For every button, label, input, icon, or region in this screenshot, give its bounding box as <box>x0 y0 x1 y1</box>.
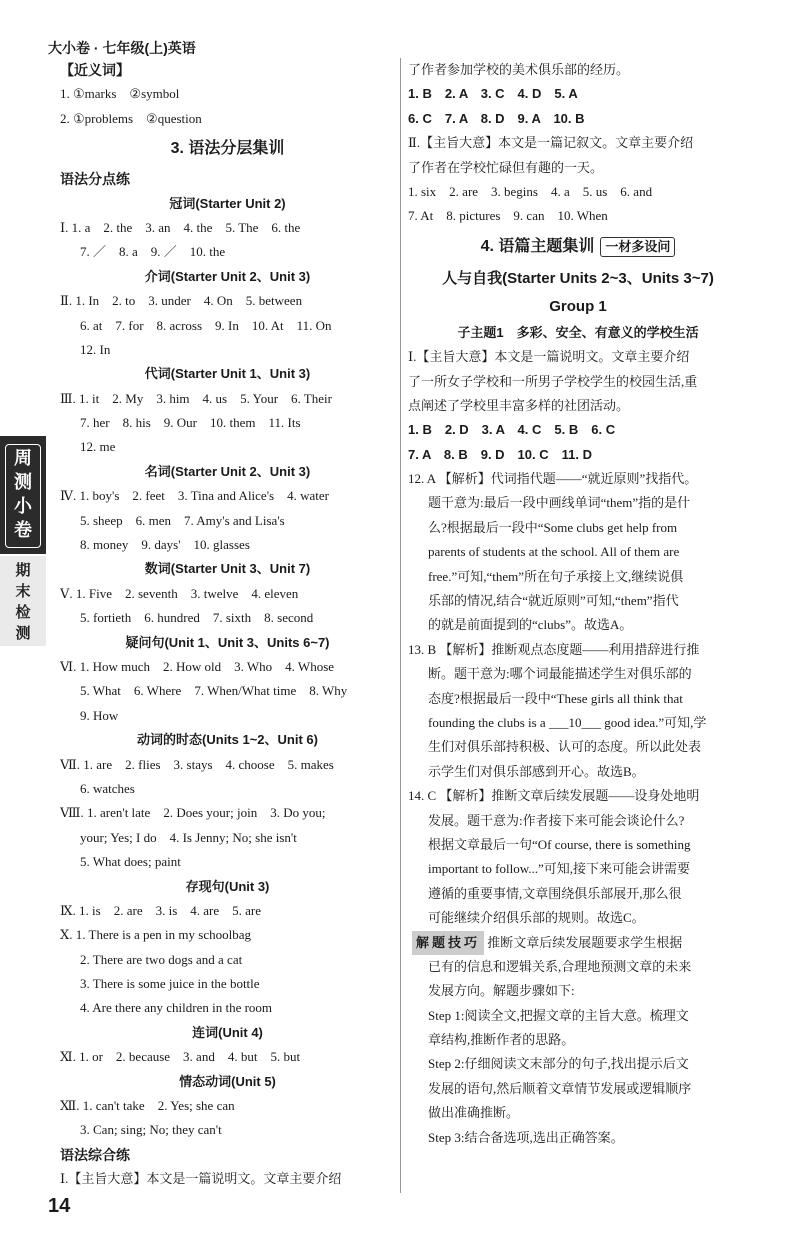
right-line: 章结构,推断作者的思路。 <box>428 1032 575 1048</box>
section-badge: 一材多设问 <box>600 237 675 257</box>
right-line: 题干意为:最后一段中画线单词“them”指的是什 <box>428 495 691 511</box>
left-line: 语法分点练 <box>60 171 130 188</box>
right-line: 的就是前面提到的“clubs”。故选A。 <box>428 617 633 633</box>
right-line: 6. C 7. A 8. D 9. A 10. B <box>408 110 585 126</box>
left-line: 冠词(Starter Unit 2) <box>169 195 286 211</box>
right-line: 人与自我(Starter Units 2~3、Units 3~7) <box>442 269 714 287</box>
left-line: Ⅱ. 1. In 2. to 3. under 4. On 5. between <box>60 293 303 309</box>
left-line: 8. money 9. days' 10. glasses <box>80 537 250 553</box>
right-line: 了一所女子学校和一所男子学校学生的校园生活,重 <box>408 373 698 389</box>
side-tab-weekly-test-label: 周 测 小 卷 <box>5 444 41 548</box>
right-line <box>408 931 748 955</box>
left-line: 2. There are two dogs and a cat <box>80 951 243 967</box>
running-header: 大小卷 · 七年级(上)英语 <box>48 40 196 56</box>
right-line: 遵循的重要事情,文章围绕俱乐部展开,那么很 <box>428 885 682 901</box>
left-line: 6. watches <box>80 780 135 796</box>
left-line: 6. at 7. for 8. across 9. In 10. At 11. On <box>80 317 332 333</box>
right-line: Group 1 <box>549 297 607 315</box>
side-tab-final-exam[interactable]: 期 末 检 测 <box>0 556 46 646</box>
left-line: Ⅳ. 1. boy's 2. feet 3. Tina and Alice's 4. water <box>60 488 329 504</box>
left-line: 【近义词】 <box>60 62 130 78</box>
solving-tip-text: 推断文章后续发展题要求学生根据 <box>484 934 683 950</box>
left-line: 2. ①problems ②question <box>60 110 202 126</box>
left-line: Ⅸ. 1. is 2. are 3. is 4. are 5. are <box>60 902 261 918</box>
left-line: 1. ①marks ②symbol <box>60 86 180 102</box>
side-tab-weekly-test[interactable] <box>0 436 46 554</box>
left-line: 5. What does; paint <box>80 854 181 870</box>
right-line: 断。题干意为:哪个词最能描述学生对俱乐部的 <box>428 666 692 682</box>
left-line: 语法综合练 <box>60 1146 130 1163</box>
right-line: 么?根据最后一段中“Some clubs get help from <box>428 519 678 535</box>
left-line: Ⅶ. 1. are 2. flies 3. stays 4. choose 5. makes <box>60 756 334 772</box>
left-line: 5. What 6. Where 7. When/What time 8. Why <box>80 683 348 699</box>
right-line: Ⅰ.【主旨大意】本文是一篇说明文。文章主要介绍 <box>408 349 690 365</box>
left-line: Ⅷ. 1. aren't late 2. Does your; join 3. Do you; <box>60 805 326 821</box>
left-line: Ⅰ.【主旨大意】本文是一篇说明文。文章主要介绍 <box>60 1171 342 1187</box>
left-line: 疑问句(Unit 1、Unit 3、Units 6~7) <box>125 634 330 650</box>
right-line: 做出准确推断。 <box>428 1105 520 1121</box>
left-line: 9. How <box>80 707 119 723</box>
right-line: 了作者参加学校的美术俱乐部的经历。 <box>408 62 630 77</box>
right-line: 已有的信息和逻辑关系,合理地预测文章的未来 <box>428 958 692 974</box>
right-line: 发展方向。解题步骤如下: <box>428 983 575 999</box>
right-line: 示学生们对俱乐部感到开心。故选B。 <box>428 763 645 779</box>
right-line: 1. six 2. are 3. begins 4. a 5. us 6. and <box>408 183 653 199</box>
right-line: important to follow...”可知,接下来可能会讲需要 <box>428 861 691 877</box>
right-line: Ⅱ.【主旨大意】本文是一篇记叙文。文章主要介绍 <box>408 135 694 151</box>
right-line: 根据文章最后一句“Of course, there is something <box>428 836 691 852</box>
left-line: your; Yes; I do 4. Is Jenny; No; she isn't <box>80 829 297 845</box>
left-column <box>60 58 395 1192</box>
section-title: 4. 语篇主题集训 <box>480 237 595 255</box>
right-line: 1. B 2. D 3. A 4. C 5. B 6. C <box>408 422 616 438</box>
right-line: 7. A 8. B 9. D 10. C 11. D <box>408 446 592 462</box>
left-line: 数词(Starter Unit 3、Unit 7) <box>144 561 311 577</box>
right-line: 14. C 【解析】推断文章后续发展题——设身处地明 <box>408 788 700 804</box>
left-line: 情态动词(Unit 5) <box>179 1073 276 1089</box>
right-line: Step 1:阅读全文,把握文章的主旨大意。梳理文 <box>428 1007 689 1023</box>
left-line: 代词(Starter Unit 1、Unit 3) <box>144 366 311 382</box>
right-line: 发展的语句,然后顺着文章情节发展或逻辑顺序 <box>428 1080 692 1096</box>
left-line: 12. In <box>80 341 111 357</box>
left-line: 动词的时态(Units 1~2、Unit 6) <box>137 732 318 748</box>
right-line: 点阐述了学校里丰富多样的社团活动。 <box>408 397 630 413</box>
right-line: parents of students at the school. All of them are <box>428 544 680 560</box>
right-line: 生们对俱乐部持积极、认可的态度。所以此处表 <box>428 739 702 755</box>
column-divider <box>400 58 401 1193</box>
right-line: 13. B 【解析】推断观点态度题——利用措辞进行推 <box>408 641 700 657</box>
right-line: free.”可知,“them”所在句子承接上文,继续说俱 <box>428 568 684 584</box>
right-line: Step 2:仔细阅读文末部分的句子,找出提示后文 <box>428 1056 689 1072</box>
left-line: Ⅵ. 1. How much 2. How old 3. Who 4. Whose <box>60 658 335 674</box>
left-line: Ⅲ. 1. it 2. My 3. him 4. us 5. Your 6. Their <box>60 390 332 406</box>
left-line: 7. her 8. his 9. Our 10. them 11. Its <box>80 415 301 431</box>
right-column <box>408 58 748 1150</box>
left-line: 3. There is some juice in the bottle <box>80 976 260 992</box>
solving-tip-label: 解题技巧 <box>412 931 484 955</box>
right-line: 12. A 【解析】代词指代题——“就近原则”找指代。 <box>408 471 698 487</box>
right-line: Step 3:结合备选项,选出正确答案。 <box>428 1129 624 1145</box>
left-line: Ⅺ. 1. or 2. because 3. and 4. but 5. but <box>60 1049 301 1065</box>
right-line: 乐部的情况,结合“就近原则”可知,“them”指代 <box>428 593 679 609</box>
page-number: 14 <box>48 1195 71 1217</box>
left-line: 5. fortieth 6. hundred 7. sixth 8. second <box>80 610 314 626</box>
right-line: 态度?根据最后一段中“These girls all think that <box>428 690 683 706</box>
right-line <box>408 229 748 265</box>
left-line: 3. Can; sing; No; they can't <box>80 1122 222 1138</box>
right-line: 了作者在学校忙碌但有趣的一天。 <box>408 159 604 175</box>
left-line: Ⅻ. 1. can't take 2. Yes; she can <box>60 1098 235 1114</box>
right-line: 7. At 8. pictures 9. can 10. When <box>408 208 608 224</box>
right-line: founding the clubs is a ___10___ good idea.”可知,学 <box>428 714 707 730</box>
left-line: 7. ／ 8. a 9. ／ 10. the <box>80 244 226 260</box>
right-line: 可能继续介绍俱乐部的规则。故选C。 <box>428 910 645 926</box>
left-line: 名词(Starter Unit 2、Unit 3) <box>144 463 311 479</box>
left-line: 3. 语法分层集训 <box>170 140 285 158</box>
left-line: 12. me <box>80 439 116 455</box>
right-line: 1. B 2. A 3. C 4. D 5. A <box>408 86 578 102</box>
left-line: 连词(Unit 4) <box>192 1024 263 1040</box>
left-line: Ⅰ. 1. a 2. the 3. an 4. the 5. The 6. the <box>60 219 301 235</box>
left-line: Ⅹ. 1. There is a pen in my schoolbag <box>60 927 251 943</box>
right-line: 发展。题干意为:作者接下来可能会谈论什么? <box>428 812 685 828</box>
left-line: 存现句(Unit 3) <box>185 878 270 894</box>
left-line: 介词(Starter Unit 2、Unit 3) <box>144 268 311 284</box>
left-line: Ⅴ. 1. Five 2. seventh 3. twelve 4. eleven <box>60 585 299 601</box>
left-line: 5. sheep 6. men 7. Amy's and Lisa's <box>80 512 285 528</box>
left-line: 4. Are there any children in the room <box>80 1000 273 1016</box>
right-line: 子主题1 多彩、安全、有意义的学校生活 <box>457 324 699 340</box>
